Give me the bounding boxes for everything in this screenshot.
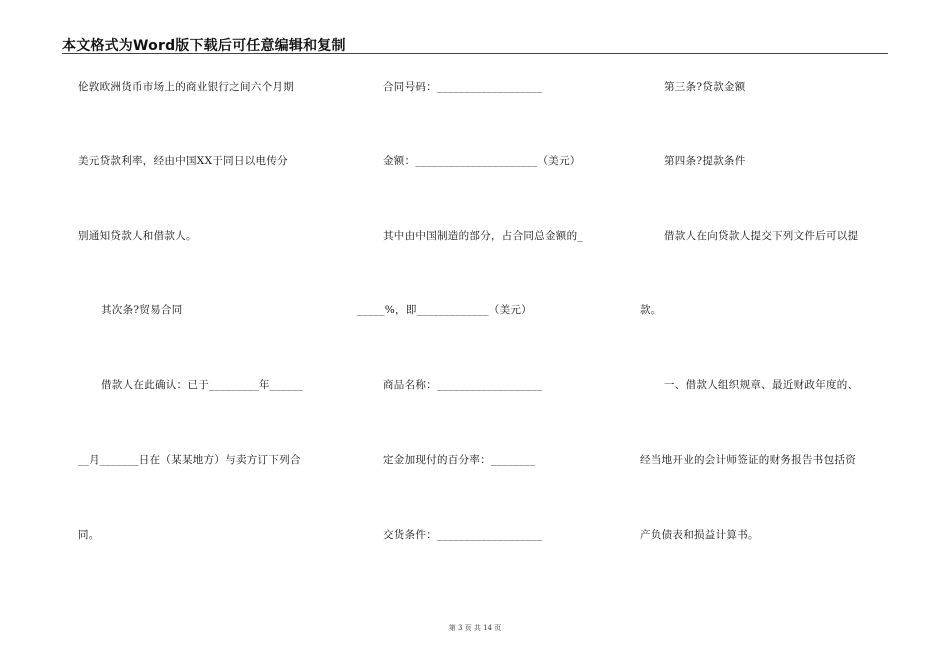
right-line-7: 产负债表和损益计算书。	[640, 529, 759, 541]
middle-line-2: 金额：______________________（美元）	[383, 155, 581, 167]
middle-line-7: 交货条件：___________________	[383, 529, 543, 541]
left-line-4: 其次条?贸易合同	[101, 304, 183, 316]
middle-line-4: _____%，即_____________（美元）	[357, 304, 532, 316]
page-number-footer: 第 3 页 共 14 页	[448, 624, 502, 632]
right-line-6: 经当地开业的会计师签证的财务报告书包括资	[640, 454, 856, 466]
left-line-7: 同。	[78, 529, 100, 541]
right-line-5: 一、借款人组织规章、最近财政年度的、	[664, 379, 859, 391]
middle-line-5: 商品名称：___________________	[383, 379, 543, 391]
header-divider	[62, 53, 888, 54]
left-line-5: 借款人在此确认：已于_________年______	[101, 379, 304, 391]
middle-line-3: 其中由中国制造的部分，占合同总金额的_	[383, 230, 583, 242]
left-line-1: 伦敦欧洲货币市场上的商业银行之间六个月期	[78, 81, 294, 93]
left-line-3: 别通知贷款人和借款人。	[78, 230, 197, 242]
right-line-3: 借款人在向贷款人提交下列文件后可以提	[664, 230, 859, 242]
left-line-2: 美元贷款利率，经由中国XX于同日以电传分	[78, 155, 288, 167]
middle-line-1: 合同号码：___________________	[383, 81, 543, 93]
right-line-1: 第三条?贷款金额	[664, 81, 746, 93]
right-line-2: 第四条?提款条件	[664, 155, 746, 167]
right-line-4: 款。	[640, 304, 662, 316]
left-line-6: __月_______日在（某某地方）与卖方订下列合	[78, 454, 301, 466]
middle-line-6: 定金加现付的百分率：________	[383, 454, 536, 466]
document-header-title: 本文格式为Word版下载后可任意编辑和复制	[62, 38, 346, 54]
